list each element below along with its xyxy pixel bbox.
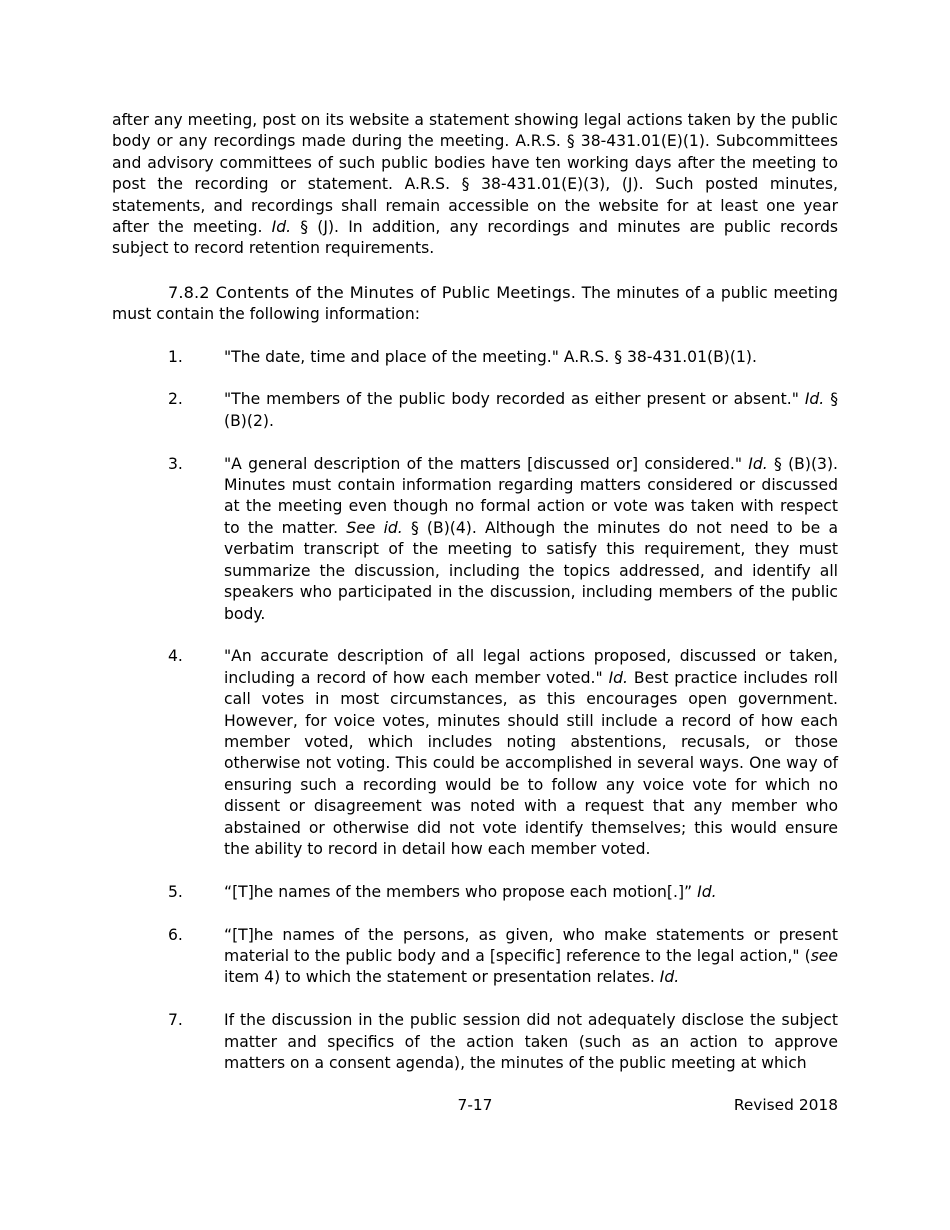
citation-id: Id.	[271, 218, 292, 237]
citation-see-id: See id.	[346, 518, 403, 537]
section-number: 7.8.2	[168, 282, 210, 302]
list-item	[112, 882, 838, 903]
item-text: “[T]he names of the persons, as given, who make statements or present material to the public body and a [specific] reference to the legal action," (see item 4) to which the statement or presentation relates. Id.	[224, 925, 838, 987]
item-text: "The date, time and place of the meeting." A.R.S. § 38-431.01(B)(1).	[224, 347, 757, 366]
item-number: 2.	[168, 390, 183, 409]
list-item	[112, 389, 838, 432]
item-number: 7.	[168, 1011, 183, 1030]
page-footer	[112, 1096, 838, 1118]
list-item	[112, 925, 838, 989]
item-number: 5.	[168, 882, 183, 901]
revision-note: Revised 2018	[733, 1096, 838, 1114]
minutes-contents-list	[112, 347, 838, 1075]
item-number: 1.	[168, 347, 183, 366]
section-7-8-2	[112, 282, 838, 326]
citation-id: Id.	[608, 668, 629, 687]
item-number: 4.	[168, 647, 183, 666]
section-text: The minutes of a public meeting must contain the following information:	[112, 283, 838, 324]
item-text: "The members of the public body recorded as either present or absent." Id. § (B)(2).	[224, 390, 839, 430]
item-number: 3.	[168, 454, 183, 473]
citation-id: Id.	[697, 882, 717, 901]
page-number: 7-17	[457, 1096, 493, 1114]
section-title: Contents of the Minutes of Public Meetings.	[215, 282, 576, 302]
text-run: after any meeting, post on its website a statement showing legal actions taken by the public body or any recordings made during the meeting. A.R.S. § 38-431.01(E)(1). Subcommittees and advisory committees of such public bodies have ten working days after the meeting to post the recording or statement. A.R.S. § 38-431.01(E)(3), (J). Such posted minutes, statements, and recordings shall remain accessible on the website for at least one year after the meeting.	[112, 111, 838, 237]
item-text: "A general description of the matters [discussed or] considered." Id. § (B)(3). Minutes must contain information regarding matters considered or discussed at the meeting even though no formal action or vote was taken with respect to the matter. See id. § (B)(4). Although the minutes do not need to be a verbatim transcript of the meeting to satisfy this requirement, they must summarize the discussion, including the topics addressed, and identify all speakers who participated in the discussion, including members of the public body.	[224, 454, 839, 623]
item-text: “[T]he names of the members who propose each motion[.]” Id.	[224, 882, 717, 901]
item-text: "An accurate description of all legal actions proposed, discussed or taken, including a record of how each member voted." Id. Best practice includes roll call votes in most circumstances, as this encourages open government. However, for voice votes, minutes should still include a record of how each member voted, which includes noting abstentions, recusals, or those otherwise not voting. This could be accomplished in several ways. One way of ensuring such a recording would be to follow any voice vote for which no dissent or disagreement was noted with a request that any member who abstained or otherwise did not vote identify themselves; this would ensure the ability to record in detail how each member voted.	[224, 647, 838, 858]
section-heading	[168, 283, 576, 302]
list-item	[112, 1010, 838, 1074]
citation-see: see	[810, 946, 838, 965]
item-number: 6.	[168, 925, 183, 944]
document-page	[112, 110, 838, 1096]
list-item	[112, 454, 838, 625]
citation-id: Id.	[804, 390, 825, 409]
citation-id: Id.	[748, 454, 768, 473]
citation-id: Id.	[659, 968, 680, 987]
list-item	[112, 347, 838, 368]
intro-paragraph	[112, 110, 838, 260]
item-text: If the discussion in the public session did not adequately disclose the subject matter and specifics of the action taken (such as an action to approve matters on a consent agenda), the minutes of the public meeting at which	[224, 1011, 838, 1072]
list-item	[112, 646, 838, 860]
text-run: § (J). In addition, any recordings and minutes are public records subject to record retention requirements.	[112, 218, 838, 258]
